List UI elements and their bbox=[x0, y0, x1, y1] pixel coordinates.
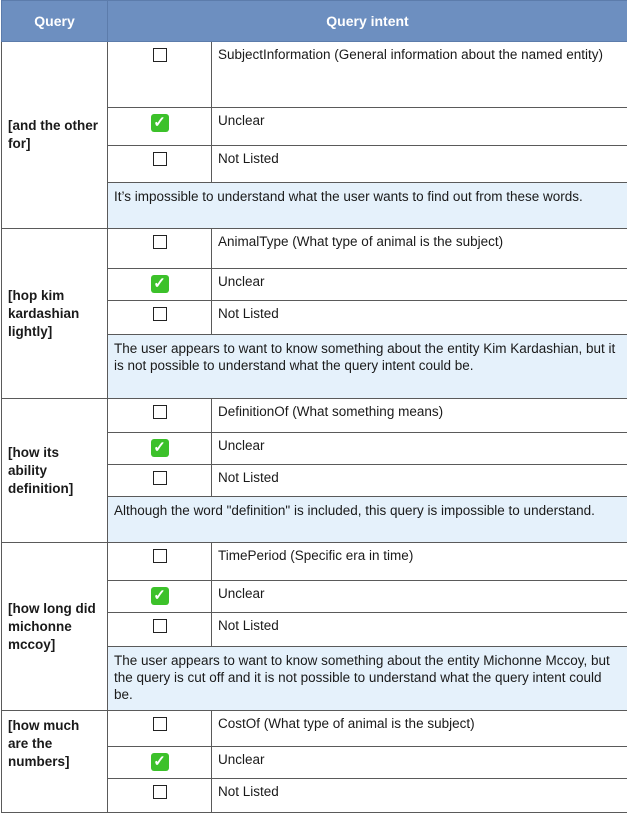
checkmark-icon[interactable]: ✓ bbox=[151, 439, 169, 457]
option-label: Not Listed bbox=[212, 465, 627, 497]
query-cell: [how long did michonne mccoy] bbox=[2, 543, 108, 711]
header-row bbox=[2, 1, 627, 42]
note-text: The user appears to want to know something about the entity Kim Kardashian, but it is not possible to understand what the query intent could be. bbox=[108, 335, 627, 399]
unchecked-box-icon[interactable] bbox=[153, 405, 167, 419]
option-row bbox=[2, 543, 627, 581]
query-intent-table bbox=[1, 0, 627, 813]
option-label: Not Listed bbox=[212, 613, 627, 647]
unchecked-box-icon[interactable] bbox=[153, 785, 167, 799]
option-row bbox=[2, 711, 627, 747]
unchecked-box-icon[interactable] bbox=[153, 549, 167, 563]
unchecked-box-icon[interactable] bbox=[153, 235, 167, 249]
intent-column-header: Query intent bbox=[108, 1, 627, 42]
option-label: Unclear bbox=[212, 108, 627, 146]
option-label: Unclear bbox=[212, 581, 627, 613]
note-text: The user appears to want to know something about the entity Michonne Mccoy, but the query is cut off and it is not possible to understand what the query intent could be. bbox=[108, 647, 627, 711]
option-label: AnimalType (What type of animal is the subject) bbox=[212, 229, 627, 269]
option-row bbox=[2, 42, 627, 108]
checkmark-icon[interactable]: ✓ bbox=[151, 753, 169, 771]
option-label: CostOf (What type of animal is the subject) bbox=[212, 711, 627, 747]
option-label: SubjectInformation (General information about the named entity) bbox=[212, 42, 627, 108]
option-label: Unclear bbox=[212, 433, 627, 465]
option-label: TimePeriod (Specific era in time) bbox=[212, 543, 627, 581]
unchecked-box-icon[interactable] bbox=[153, 619, 167, 633]
option-label: Not Listed bbox=[212, 146, 627, 183]
unchecked-box-icon[interactable] bbox=[153, 717, 167, 731]
note-text: Although the word "definition" is included, this query is impossible to understand. bbox=[108, 497, 627, 543]
option-row bbox=[2, 229, 627, 269]
option-label: DefinitionOf (What something means) bbox=[212, 399, 627, 433]
query-cell: [hop kim kardashian lightly] bbox=[2, 229, 108, 399]
query-cell: [and the other for] bbox=[2, 42, 108, 229]
query-column-header: Query bbox=[2, 1, 108, 42]
checkmark-icon[interactable]: ✓ bbox=[151, 275, 169, 293]
unchecked-box-icon[interactable] bbox=[153, 471, 167, 485]
note-text: It’s impossible to understand what the user wants to find out from these words. bbox=[108, 183, 627, 229]
checkmark-icon[interactable]: ✓ bbox=[151, 587, 169, 605]
unchecked-box-icon[interactable] bbox=[153, 307, 167, 321]
option-label: Unclear bbox=[212, 269, 627, 301]
option-label: Not Listed bbox=[212, 779, 627, 813]
option-row bbox=[2, 399, 627, 433]
query-cell: [how its ability definition] bbox=[2, 399, 108, 543]
query-cell: [how much are the numbers] bbox=[2, 711, 108, 813]
unchecked-box-icon[interactable] bbox=[153, 48, 167, 62]
option-label: Not Listed bbox=[212, 301, 627, 335]
option-label: Unclear bbox=[212, 747, 627, 779]
checkmark-icon[interactable]: ✓ bbox=[151, 114, 169, 132]
unchecked-box-icon[interactable] bbox=[153, 152, 167, 166]
